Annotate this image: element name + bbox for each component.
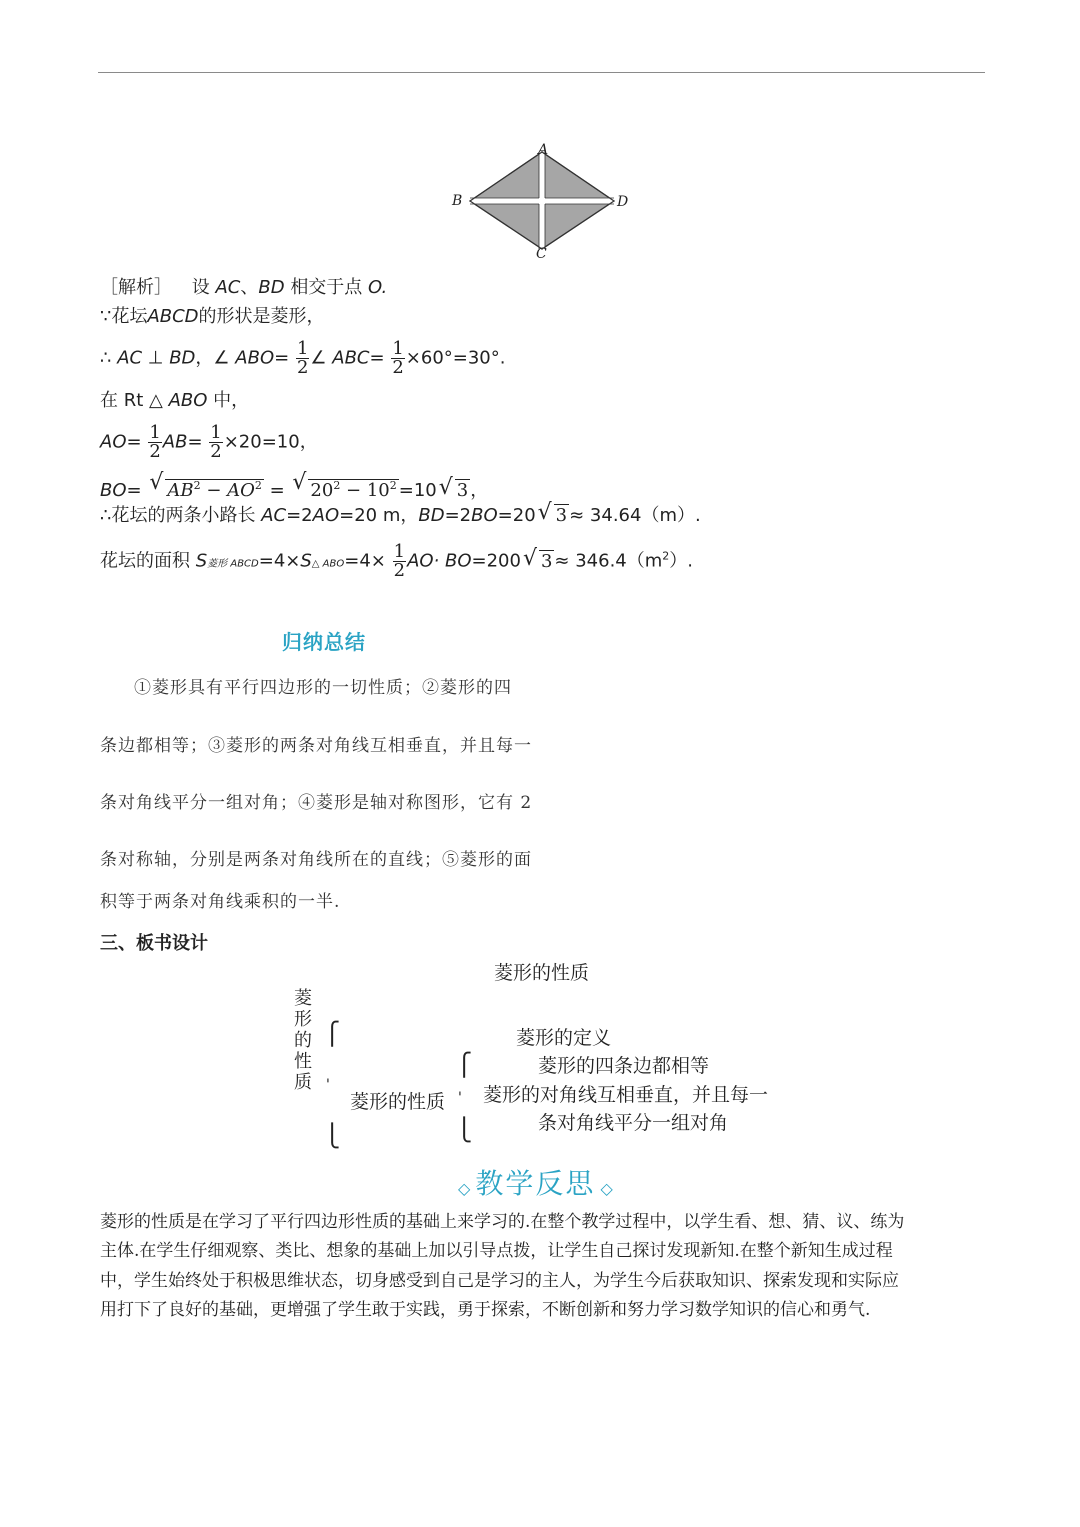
summary-line: 条边都相等；③菱形的两条对角线互相垂直，并且每一	[100, 736, 532, 756]
solution-line-3: ∴ AC ⊥ BD，∠ ABO= $\frac{1}{2}$ ∠ ABC= $\frac{1}{2}$ ×60°=30°.	[100, 338, 506, 378]
board-item: 条对角线平分一组对角	[538, 1112, 729, 1134]
reflection-title: 教学反思	[475, 1167, 596, 1200]
solution-line-1: ［解析］ 设 AC、BD 相交于点 O.	[100, 277, 388, 298]
solution-line-8: 花坛的面积 S菱形 ABCD=4×S△ ABO=4× $\frac{1}{2}$ AO· BO=200√ $3 \approx 346.4(m^2)$.	[100, 543, 693, 580]
vertex-label-b: B	[452, 193, 463, 209]
diamond-icon: ◇	[458, 1179, 471, 1198]
brace-middle: '	[458, 1090, 462, 1106]
brace-bottom: ⎩	[456, 1118, 473, 1143]
reflection-line: 主体.在学生仔细观察、类比、想象的基础上加以引导点拨，让学生自己探讨发现新知.在整个新知生成过程	[100, 1241, 893, 1261]
solution-line-4: 在 Rt △ ABO 中，	[100, 390, 250, 411]
board-title: 菱形的性质	[494, 962, 590, 984]
vertex-label-a: A	[538, 142, 549, 158]
summary-line: 条对称轴，分别是两条对角线所在的直线；⑤菱形的面	[100, 850, 532, 870]
brace-top: ⎧	[456, 1053, 473, 1078]
reflection-line: 中，学生始终处于积极思维状态，切身感受到自己是学习的主人，为学生今后获取知识、探索发现和实际应	[100, 1271, 899, 1291]
board-item: 菱形的定义	[516, 1027, 612, 1049]
fraction-half: $\frac{1}{2}$	[149, 422, 161, 462]
header-rule	[98, 72, 985, 73]
solution-line-2: ∵花坛ABCD的形状是菱形，	[100, 306, 325, 327]
sqrt-expression: √ $AB^2 - AO^2$	[149, 475, 264, 502]
reflection-heading	[458, 1162, 613, 1202]
brace-top: ⎧	[324, 1022, 341, 1047]
reflection-line: 用打下了良好的基础，更增强了学生敢于实践，勇于探索，不断创新和努力学习数学知识的信心和勇气.	[100, 1300, 871, 1320]
brace-middle: '	[326, 1077, 330, 1093]
board-item: 菱形的四条边都相等	[538, 1055, 710, 1077]
sqrt-expression: √ 3	[439, 480, 470, 502]
solution-line-7: ∴花坛的两条小路长 AC=2AO=20 m，BD=2BO=20√ 3 ≈ 34.64（m）.	[100, 505, 701, 527]
board-vertical-title: 菱形的性质	[294, 988, 312, 1093]
summary-line: 条对角线平分一组对角；④菱形是轴对称图形，它有 2	[100, 793, 533, 813]
solution-line-6: BO= √ $AB^2 - AO^2$ = √ $20^2 - 10^2 =10√$ 3 ，	[100, 475, 488, 502]
fraction-half: $\frac{1}{2}$	[210, 422, 222, 462]
summary-line: 积等于两条对角线乘积的一半.	[100, 892, 341, 912]
section-title: 三、板书设计	[100, 933, 208, 954]
sqrt-expression: √ 3	[523, 551, 554, 573]
sqrt-expression: √ 3	[538, 505, 569, 527]
vertex-label-c: C	[536, 246, 547, 262]
rhombus-figure	[440, 135, 640, 265]
brace-bottom: ⎩	[324, 1124, 341, 1149]
path-vertical	[539, 152, 545, 249]
reflection-line: 菱形的性质是在学习了平行四边形性质的基础上来学习的.在整个教学过程中，以学生看、想、猜、议、练为	[100, 1212, 905, 1232]
vertex-label-d: D	[617, 194, 629, 210]
summary-line: ①菱形具有平行四边形的一切性质；②菱形的四	[134, 678, 512, 698]
board-item: 菱形的对角线互相垂直，并且每一	[483, 1084, 769, 1106]
fraction-half: $\frac{1}{2}$	[393, 541, 406, 581]
fraction-half: $\frac{1}{2}$	[296, 338, 309, 378]
board-middle: 菱形的性质	[350, 1091, 446, 1113]
fraction-half: $\frac{1}{2}$	[392, 338, 404, 378]
diamond-icon: ◇	[600, 1179, 613, 1198]
summary-heading: 归纳总结	[282, 630, 366, 654]
solution-line-5: AO= $\frac{1}{2}$ AB= $\frac{1}{2}$ ×20=10，	[100, 422, 318, 462]
sqrt-expression: √ $20^2 - 10^2$	[292, 475, 398, 502]
